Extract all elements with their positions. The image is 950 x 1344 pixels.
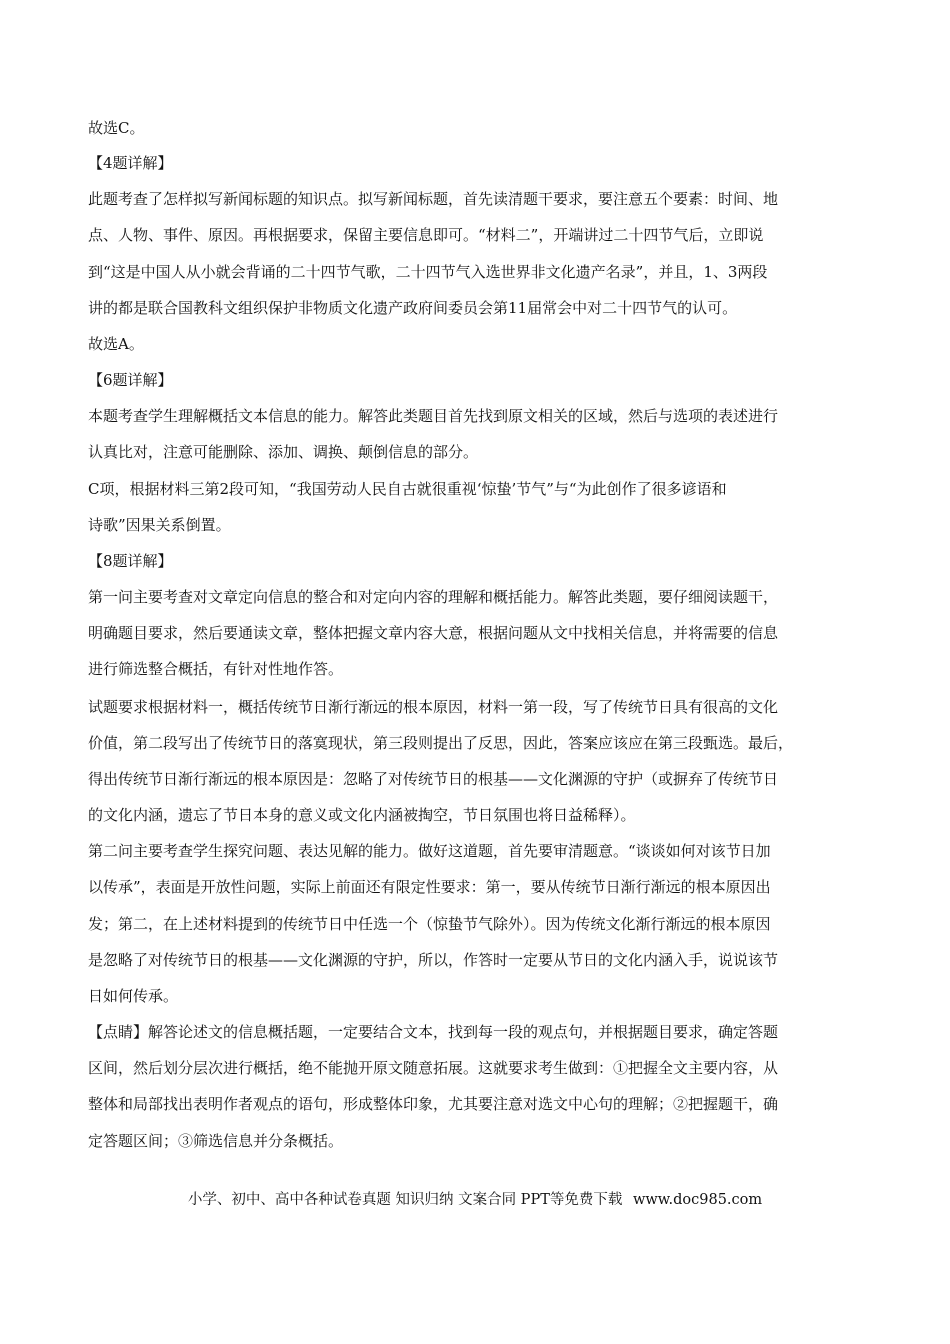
text-line: 到“这是中国人从小就会背诵的二十四节气歌，二十四节气入选世界非文化遗产名录”，并且，1、3两段 bbox=[88, 263, 768, 281]
text-line: 认真比对，注意可能删除、添加、调换、颠倒信息的部分。 bbox=[88, 443, 479, 461]
text-line: 此题考查了怎样拟写新闻标题的知识点。拟写新闻标题，首先读清题干要求，要注意五个要素：时间、地 bbox=[88, 190, 779, 208]
footer-text: 小学、初中、高中各种试卷真题 知识归纳 文案合同 PPT等免费下载 bbox=[187, 1192, 623, 1208]
text-line: 是忽略了对传统节日的根基——文化渊源的守护，所以，作答时一定要从节日的文化内涵入手，说说该节 bbox=[88, 951, 779, 969]
text-line: 区间，然后划分层次进行概括，绝不能抛开原文随意拓展。这就要求考生做到：①把握全文主要内容，从 bbox=[88, 1059, 779, 1077]
page-footer bbox=[0, 1190, 950, 1210]
text-line: 讲的都是联合国教科文组织保护非物质文化遗产政府间委员会第11届常会中对二十四节气的认可。 bbox=[88, 299, 738, 317]
text-line: 诗歌”因果关系倒置。 bbox=[88, 516, 231, 534]
text-line: 【点睛】解答论述文的信息概括题，一定要结合文本，找到每一段的观点句，并根据题目要求，确定答题 bbox=[88, 1023, 779, 1041]
text-line: 定答题区间；③筛选信息并分条概括。 bbox=[88, 1132, 344, 1150]
text-line: 得出传统节日渐行渐远的根本原因是：忽略了对传统节日的根基——文化渊源的守护（或摒弃了传统节日 bbox=[88, 770, 779, 788]
text-line: 的文化内涵，遗忘了节日本身的意义或文化内涵被掏空，节日氛围也将日益稀释）。 bbox=[88, 806, 636, 824]
text-line: 以传承”，表面是开放性问题，实际上前面还有限定性要求：第一，要从传统节日渐行渐远的根本原因出 bbox=[88, 878, 771, 896]
footer-url: www.doc985.com bbox=[632, 1192, 763, 1208]
text-line: 第一问主要考查对文章定向信息的整合和对定向内容的理解和概括能力。解答此类题，要仔细阅读题干， bbox=[88, 588, 779, 606]
text-line: 点、人物、事件、原因。再根据要求，保留主要信息即可。“材料二”，开端讲过二十四节气后，立即说 bbox=[88, 226, 764, 244]
text-line: 发；第二，在上述材料提到的传统节日中任选一个（惊蛰节气除外）。因为传统文化渐行渐远的根本原因 bbox=[88, 915, 771, 933]
text-line: 进行筛选整合概括，有针对性地作答。 bbox=[88, 660, 344, 678]
text-line: 故选C。 bbox=[88, 119, 145, 137]
text-line: 日如何传承。 bbox=[88, 987, 179, 1005]
section-heading: 【4题详解】 bbox=[88, 154, 173, 172]
section-heading: 【8题详解】 bbox=[88, 552, 173, 570]
text-line: 明确题目要求，然后要通读文章，整体把握文章内容大意，根据问题从文中找相关信息，并将需要的信息 bbox=[88, 624, 779, 642]
text-line: C项，根据材料三第2段可知，“我国劳动人民自古就很重视‘惊蛰’节气”与“为此创作了很多谚语和 bbox=[88, 480, 727, 498]
text-line: 本题考查学生理解概括文本信息的能力。解答此类题目首先找到原文相关的区域，然后与选项的表述进行 bbox=[88, 407, 779, 425]
text-line: 试题要求根据材料一，概括传统节日渐行渐远的根本原因，材料一第一段，写了传统节日具有很高的文化 bbox=[88, 698, 779, 716]
text-line: 第二问主要考查学生探究问题、表达见解的能力。做好这道题，首先要审清题意。“谈谈如何对该节日加 bbox=[88, 842, 771, 860]
text-line: 价值，第二段写出了传统节日的落寞现状，第三段则提出了反思，因此，答案应该应在第三段甄选。最后， bbox=[88, 734, 794, 752]
section-heading: 【6题详解】 bbox=[88, 371, 173, 389]
text-line: 整体和局部找出表明作者观点的语句，形成整体印象，尤其要注意对选文中心句的理解；②把握题干，确 bbox=[88, 1095, 779, 1113]
text-line: 故选A。 bbox=[88, 335, 144, 353]
